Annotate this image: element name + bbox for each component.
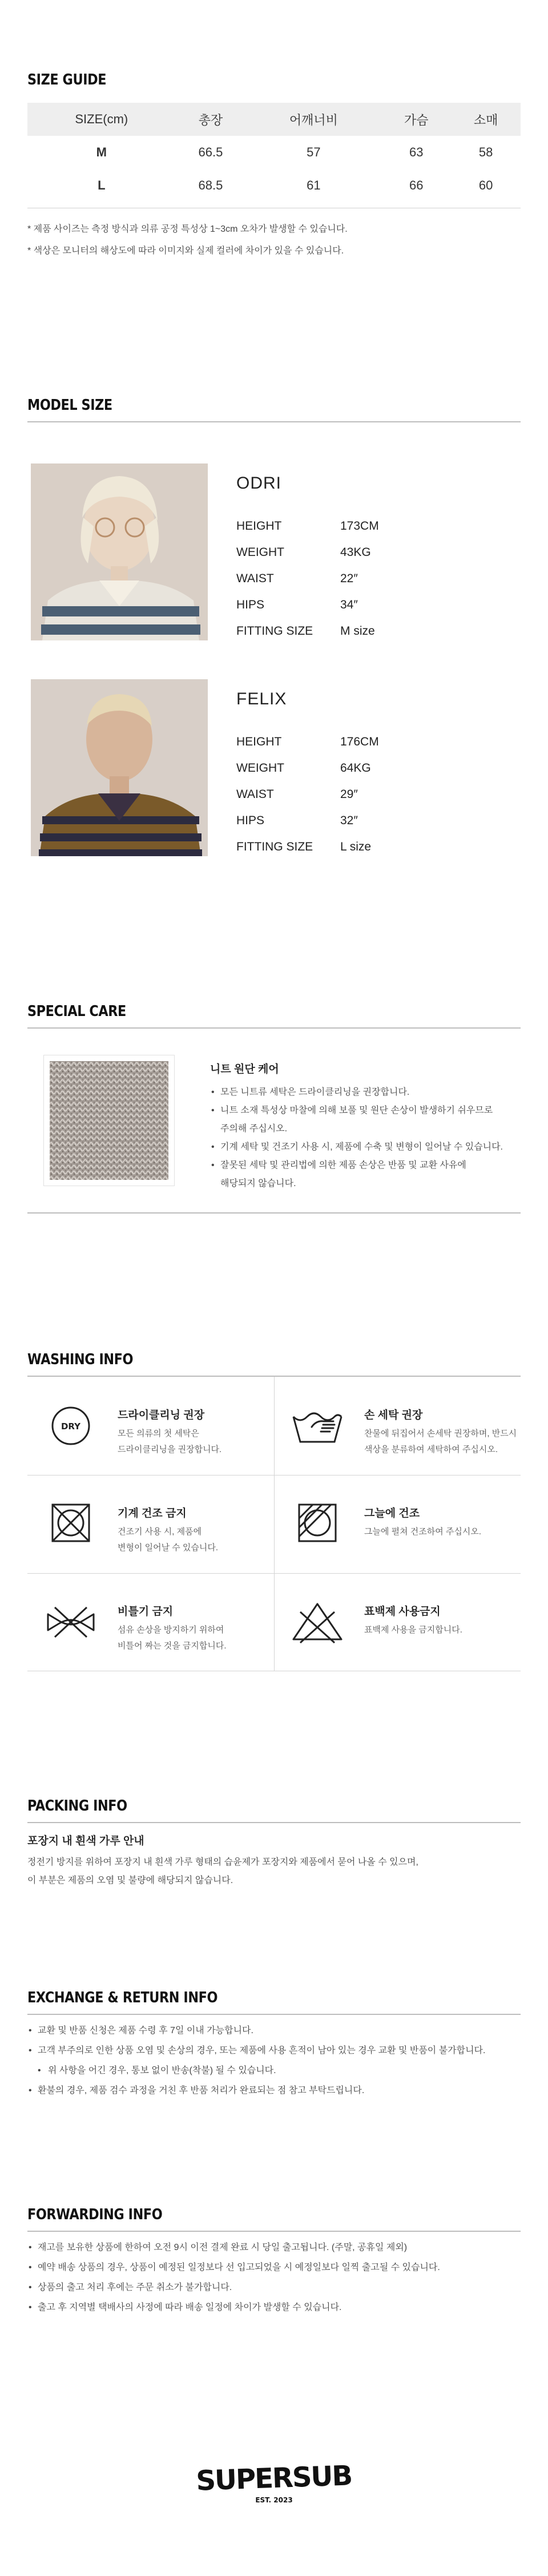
spec-value: M size [340,624,375,638]
model-spec [236,519,419,537]
shade-dry-icon [289,1502,346,1546]
washing-item-title: 표백제 사용금지 [364,1606,441,1618]
spec-label: FITTING SIZE [236,840,313,853]
size-table [27,103,521,202]
washing-info-title: WASHING INFO [27,1351,134,1368]
spec-value: 22″ [340,572,358,585]
model-size-title: MODEL SIZE [27,397,112,414]
model-photo-image [31,679,208,856]
list-item [210,1156,530,1193]
forwarding-info-title: FORWARDING INFO [27,2206,163,2223]
model-spec [236,572,419,589]
model-spec [236,735,419,752]
exchange-return-list [27,2021,521,2101]
list-item: • 출고 후 지역별 택배사의 사정에 따라 배송 일정에 차이가 발생할 수 있습니다. [27,2297,521,2317]
size-col-header: SIZE(cm) [27,103,176,136]
packing-info-section [27,1795,521,1890]
size-table-header [27,103,521,136]
model-spec [236,788,419,805]
size-cell: 61 [307,178,321,192]
washing-item-desc: 표백제 사용을 금지합니다. [364,1625,462,1635]
spec-label: HEIGHT [236,735,282,748]
spec-label: FITTING SIZE [236,624,313,638]
spec-label: HIPS [236,598,265,611]
size-cell: 68.5 [198,178,223,192]
size-note: * 색상은 모니터의 해상도에 따라 이미지와 실제 컬러에 차이가 있을 수 있습니다. [27,246,344,256]
divider [27,1027,521,1029]
logo-tagline: EST. 2023 [255,2496,293,2504]
no-wring-icon [42,1601,99,1644]
forwarding-list [27,2238,521,2317]
washing-item-title: 기계 건조 금지 [118,1507,187,1519]
divider [27,1212,521,1214]
size-col-header: 총장 [176,103,246,136]
list-item: • 상품의 출고 처리 후에는 주문 취소가 불가합니다. [27,2277,521,2297]
exchange-return-title: EXCHANGE & RETURN INFO [27,1989,218,2006]
washing-item-desc: 그늘에 펼쳐 건조하여 주십시오. [364,1527,482,1537]
care-item-text: 니트 소재 특성상 마찰에 의해 보풀 및 원단 손상이 발생하기 쉬우므로 주의해 주십시오. [220,1106,493,1134]
list-item [210,1102,530,1138]
model-name: ODRI [236,474,281,493]
hand-wash-icon [289,1404,346,1448]
care-item-text: 잘못된 세탁 및 관리법에 의한 제품 손상은 반품 및 교환 사유에 해당되지 않습니다. [220,1160,466,1188]
model-spec [236,624,419,642]
forwarding-info-section [27,2203,521,2317]
model-spec [236,546,419,563]
washing-item-title: 드라이클리닝 권장 [118,1409,205,1421]
model-spec [236,761,419,779]
size-guide-title: SIZE GUIDE [27,71,107,88]
model-card [27,679,521,862]
list-item [210,1083,530,1102]
spec-label: WAIST [236,788,274,801]
model-spec [236,840,419,857]
care-item-text: 기계 세탁 및 건조기 사용 시, 제품에 수축 및 변형이 일어날 수 있습니다. [220,1142,503,1152]
spec-label: WEIGHT [236,761,284,775]
care-item-text: 모든 니트류 세탁은 드라이클리닝을 권장합니다. [220,1087,410,1097]
size-cell: 63 [409,145,424,159]
list-item: • 예약 배송 상품의 경우, 상품이 예정된 일정보다 선 입고되었을 시 예정일보다 일찍 출고될 수 있습니다. [27,2257,521,2277]
washing-item-desc: 찬물에 뒤집어서 손세탁 권장하며, 반드시 색상을 분류하여 세탁하여 주십시오. [364,1429,517,1454]
model-photo [31,463,208,640]
supersub-logo-icon [188,2448,360,2510]
washing-item [27,1377,274,1475]
model-photo-image [31,463,208,640]
washing-item [274,1377,521,1475]
washing-item [274,1475,521,1573]
washing-item [27,1475,274,1573]
model-size-section [27,394,521,879]
size-note: * 제품 사이즈는 측정 방식과 의류 공정 특성상 1~3cm 오차가 발생할 수 있습니다. [27,224,348,234]
no-bleach-icon [289,1601,346,1644]
size-cell: 58 [478,145,493,159]
size-col-header: 소매 [451,103,521,136]
spec-label: HEIGHT [236,519,282,533]
list-item: • 재고를 보유한 상품에 한하여 오전 9시 이전 결제 완료 시 당일 출고됩니다. (주말, 공휴일 제외) [27,2238,521,2257]
spec-label: HIPS [236,814,265,827]
washing-item [27,1573,274,1671]
size-cell: M [96,145,107,159]
list-item: • 위 사항을 어긴 경우, 통보 없이 반송(착불) 될 수 있습니다. [27,2061,521,2081]
spec-value: 64KG [340,761,371,775]
no-tumble-dry-icon [42,1502,99,1546]
list-item [210,1138,530,1156]
model-spec [236,598,419,615]
packing-info-title: PACKING INFO [27,1797,127,1815]
brand-logo [188,2448,360,2510]
size-col-header: 가슴 [381,103,451,136]
list-item: • 고객 부주의로 인한 상품 오염 및 손상의 경우, 또는 제품에 사용 흔적이 남아 있는 경우 교환 및 반품이 불가합니다. [27,2041,521,2061]
size-cell: 66 [409,178,424,192]
washing-info-section [27,1348,521,1691]
table-row [27,136,521,169]
model-spec [236,814,419,831]
knit-fabric-image [43,1055,175,1186]
divider [27,421,521,422]
special-care-body [27,1055,521,1203]
table-row [27,169,521,202]
spec-value: 32″ [340,814,358,827]
spec-value: 43KG [340,546,371,559]
dry-clean-icon [42,1404,99,1448]
spec-value: 176CM [340,735,379,748]
size-col-header: 어깨너비 [245,103,381,136]
washing-item-title: 손 세탁 권장 [364,1409,423,1421]
spec-value: 29″ [340,788,358,801]
care-heading: 니트 원단 케어 [210,1063,279,1075]
size-cell: L [98,178,106,192]
special-care-title: SPECIAL CARE [27,1003,126,1020]
list-item: • 환불의 경우, 제품 검수 과정을 거친 후 반품 처리가 완료되는 점 참고 부탁드립니다. [27,2081,521,2101]
washing-item-title: 비틀기 금지 [118,1606,174,1618]
spec-value: 34″ [340,598,358,611]
washing-item-desc: 모든 의류의 첫 세탁은 드라이클리닝을 권장합니다. [118,1429,222,1454]
exchange-return-section [27,1986,521,2101]
size-cell: 60 [478,178,493,192]
model-name: FELIX [236,690,287,708]
washing-item-title: 그늘에 건조 [364,1507,420,1519]
size-cell: 66.5 [198,145,223,159]
washing-item-desc: 건조기 사용 시, 제품에 변형이 일어날 수 있습니다. [118,1527,219,1553]
size-cell: 57 [307,145,321,159]
spec-value: L size [340,840,372,853]
washing-item-desc: 섬유 손상을 방지하기 위하여 비틀어 짜는 것을 금지합니다. [118,1625,227,1651]
spec-value: 173CM [340,519,379,533]
knit-texture-icon [44,1055,174,1186]
list-item: • 교환 및 반품 신청은 제품 수령 후 7일 이내 가능합니다. [27,2021,521,2041]
packing-text: 정전기 방지를 위하여 포장지 내 흰색 가루 형태의 습윤제가 포장지와 제품에서 묻어 나올 수 있으며, 이 부분은 제품의 오염 및 불량에 해당되지 않습니다. [27,1857,418,1885]
model-card [27,463,521,646]
spec-label: WAIST [236,572,274,585]
care-list [210,1083,530,1193]
washing-item [274,1573,521,1671]
dry-label: DRY [61,1421,81,1432]
model-photo [31,679,208,856]
spec-label: WEIGHT [236,546,284,559]
logo-brand: SUPERSUB [195,2460,352,2497]
special-care-section [27,1000,521,1228]
packing-heading: 포장지 내 흰색 가루 안내 [27,1835,144,1847]
washing-grid [27,1377,521,1671]
size-guide-section [27,68,521,262]
